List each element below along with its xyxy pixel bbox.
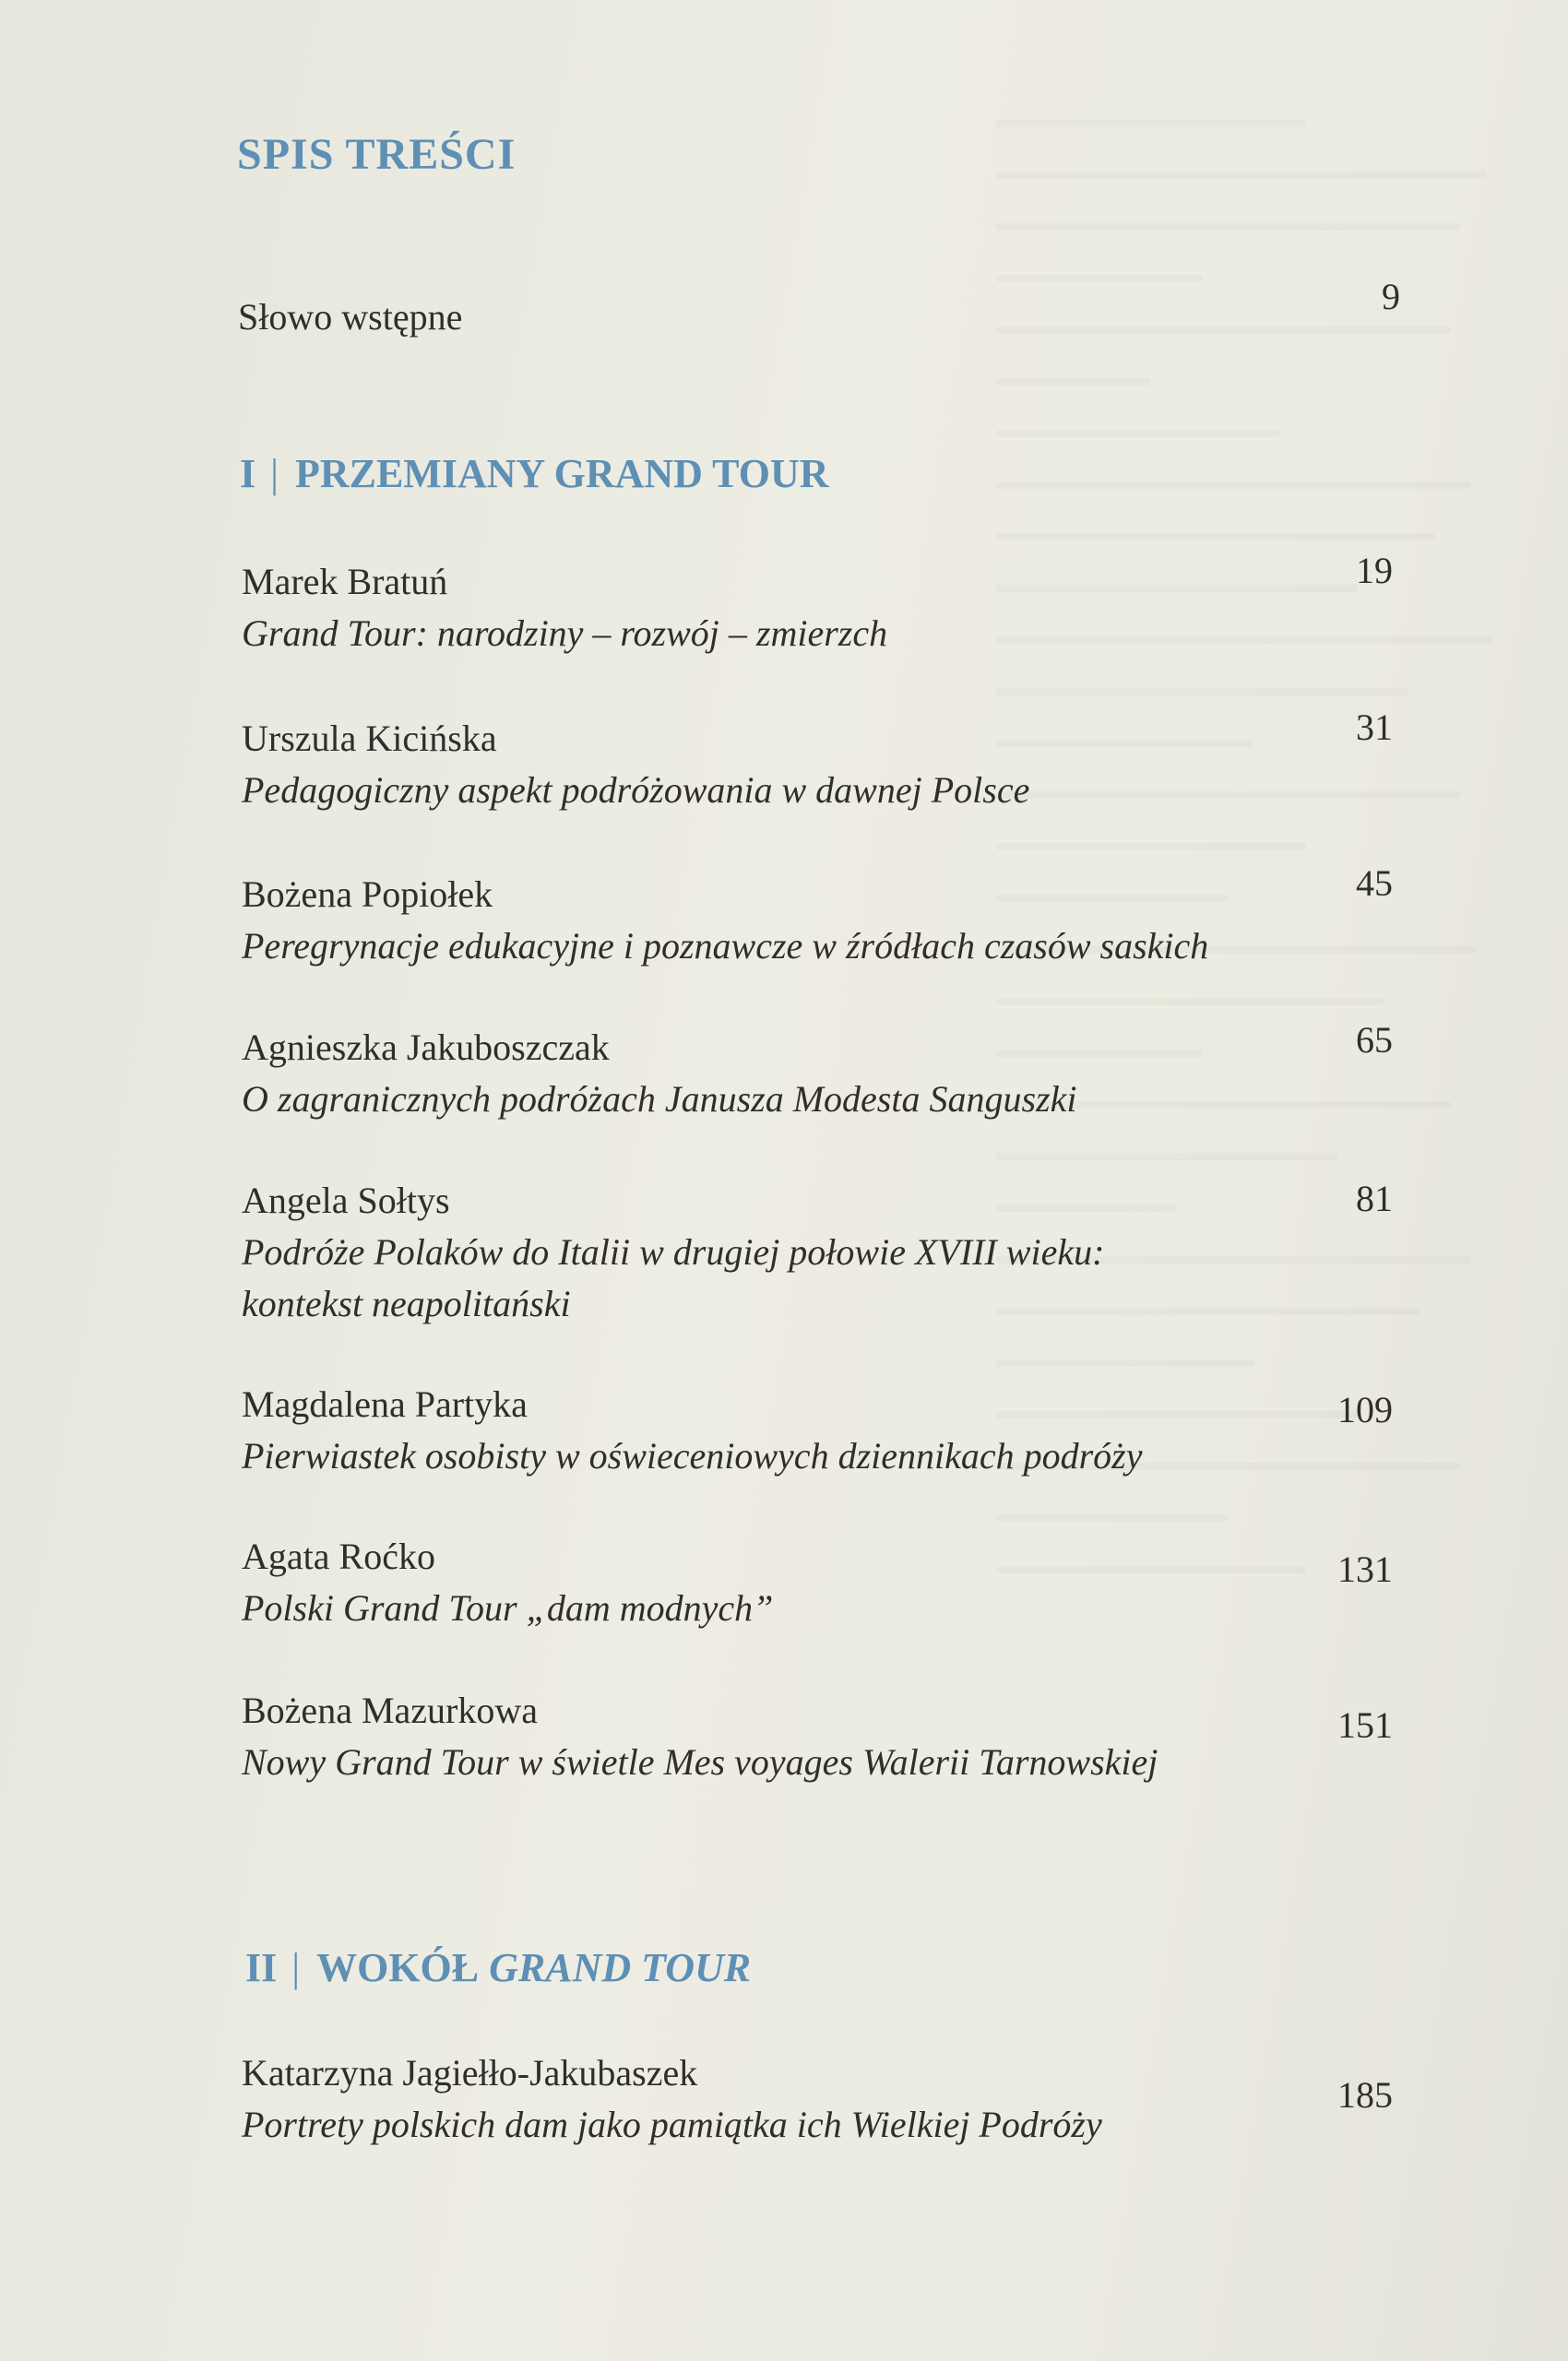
entry-author: Agata Roćko [242,1536,435,1577]
toc-intro [238,276,1400,338]
entry-title: Nowy Grand Tour w świetle Mes voyages Walerii Tarnowskiej [242,1741,1158,1783]
entry-page-number: 65 [1356,1019,1393,1061]
entry-title: Podróże Polaków do Italii w drugiej połowie XVIII wieku: [242,1231,1105,1273]
section-number: I [240,451,256,496]
toc-entry [242,550,1393,659]
entry-page-number: 81 [1356,1178,1393,1219]
entry-page-number: 31 [1356,706,1393,748]
section-separator: | [291,1945,301,1990]
toc-entry [242,1531,1393,1634]
entry-title: Pedagogiczny aspekt podróżowania w dawnej Polsce [242,769,1030,811]
entry-page-number: 185 [1337,2074,1393,2116]
section-number: II [245,1945,278,1990]
entry-title: Polski Grand Tour „dam modnych” [242,1587,774,1629]
entry-title: O zagranicznych podróżach Janusza Modesta Sanguszki [242,1078,1077,1120]
entry-author: Agnieszka Jakuboszczak [242,1026,610,1068]
entry-author: Magdalena Partyka [242,1383,528,1425]
entry-title: Grand Tour: narodziny – rozwój – zmierzch [242,612,888,654]
entry-author: Urszula Kicińska [242,718,497,759]
entry-author: Bożena Popiołek [242,873,493,915]
section-heading-2 [245,1944,751,1991]
entry-author: Marek Bratuń [242,561,448,602]
entry-author: Angela Sołtys [242,1180,450,1221]
toc-entry [242,1685,1393,1788]
entry-page-number: 151 [1337,1704,1393,1746]
toc-entry [242,2047,1393,2151]
toc-entry [242,1379,1393,1482]
toc-entry [242,862,1393,972]
entry-title: Peregrynacje edukacyjne i poznawcze w źródłach czasów saskich [242,925,1209,967]
section-heading-1 [240,450,829,497]
toc-heading: SPIS TREŚCI [237,130,517,179]
entry-page-number: 19 [1356,550,1393,591]
toc-entry [242,1019,1393,1125]
intro-label: Słowo wstępne [238,296,463,338]
section-title: PRZEMIANY GRAND TOUR [294,451,829,496]
toc-entry [242,706,1393,816]
toc-entry [242,1175,1393,1330]
section-title-italic: GRAND TOUR [489,1945,752,1990]
entry-author: Bożena Mazurkowa [242,1690,538,1731]
entry-title-continued: kontekst neapolitański [242,1283,571,1324]
entry-page-number: 45 [1356,862,1393,904]
entry-page-number: 131 [1337,1548,1393,1590]
entry-author: Katarzyna Jagiełło-Jakubaszek [242,2052,698,2094]
entry-page-number: 109 [1337,1389,1393,1430]
section-separator: | [270,451,279,496]
entry-title: Portrety polskich dam jako pamiątka ich Wielkiej Podróży [242,2104,1102,2145]
entry-title: Pierwiastek osobisty w oświeceniowych dziennikach podróży [242,1435,1143,1477]
section-title: WOKÓŁ [316,1945,480,1990]
intro-page-number: 9 [1382,276,1400,317]
